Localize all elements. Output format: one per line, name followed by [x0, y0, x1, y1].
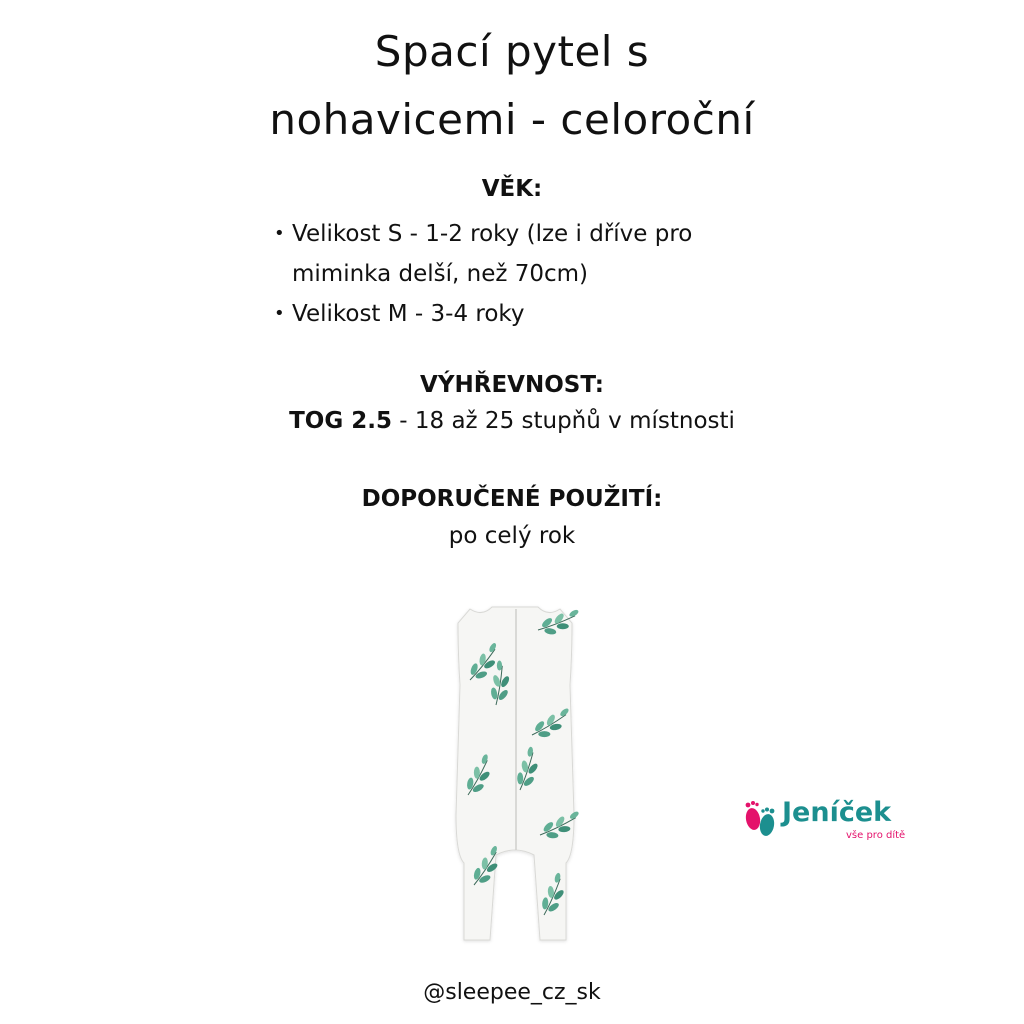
- age-list: [272, 214, 792, 334]
- sleeping-bag-with-leaves-illustration: [440, 595, 590, 945]
- warmth-description: - 18 až 25 stupňů v místnosti: [391, 408, 735, 434]
- tog-value: TOG 2.5: [289, 408, 392, 434]
- page-title: [0, 18, 1024, 154]
- jenicek-logo: [742, 797, 912, 847]
- logo-name: Jeníček: [782, 797, 892, 828]
- age-item-label: Velikost S - 1-2 roky (lze i dříve pro miminka delší, než 70cm): [292, 221, 693, 287]
- usage-text: po celý rok: [448, 523, 576, 549]
- age-item-label: Velikost M - 3-4 roky: [292, 301, 525, 327]
- title-line-2: nohavicemi - celoroční: [269, 95, 755, 144]
- baby-feet-icon: [742, 797, 778, 841]
- sleeping-bag-image: [440, 595, 590, 945]
- usage-heading: DOPORUČENÉ POUŽITÍ:: [361, 486, 663, 512]
- social-handle: @sleepee_cz_sk: [423, 980, 601, 1005]
- warmth-line: [0, 408, 1024, 434]
- logo-tagline: vše pro dítě: [846, 830, 906, 841]
- warmth-heading: VÝHŘEVNOST:: [420, 372, 604, 398]
- age-item-size-m: [272, 294, 792, 334]
- age-item-size-s: [272, 214, 792, 294]
- age-heading: VĚK:: [481, 176, 543, 202]
- title-line-1: Spací pytel s: [374, 27, 650, 76]
